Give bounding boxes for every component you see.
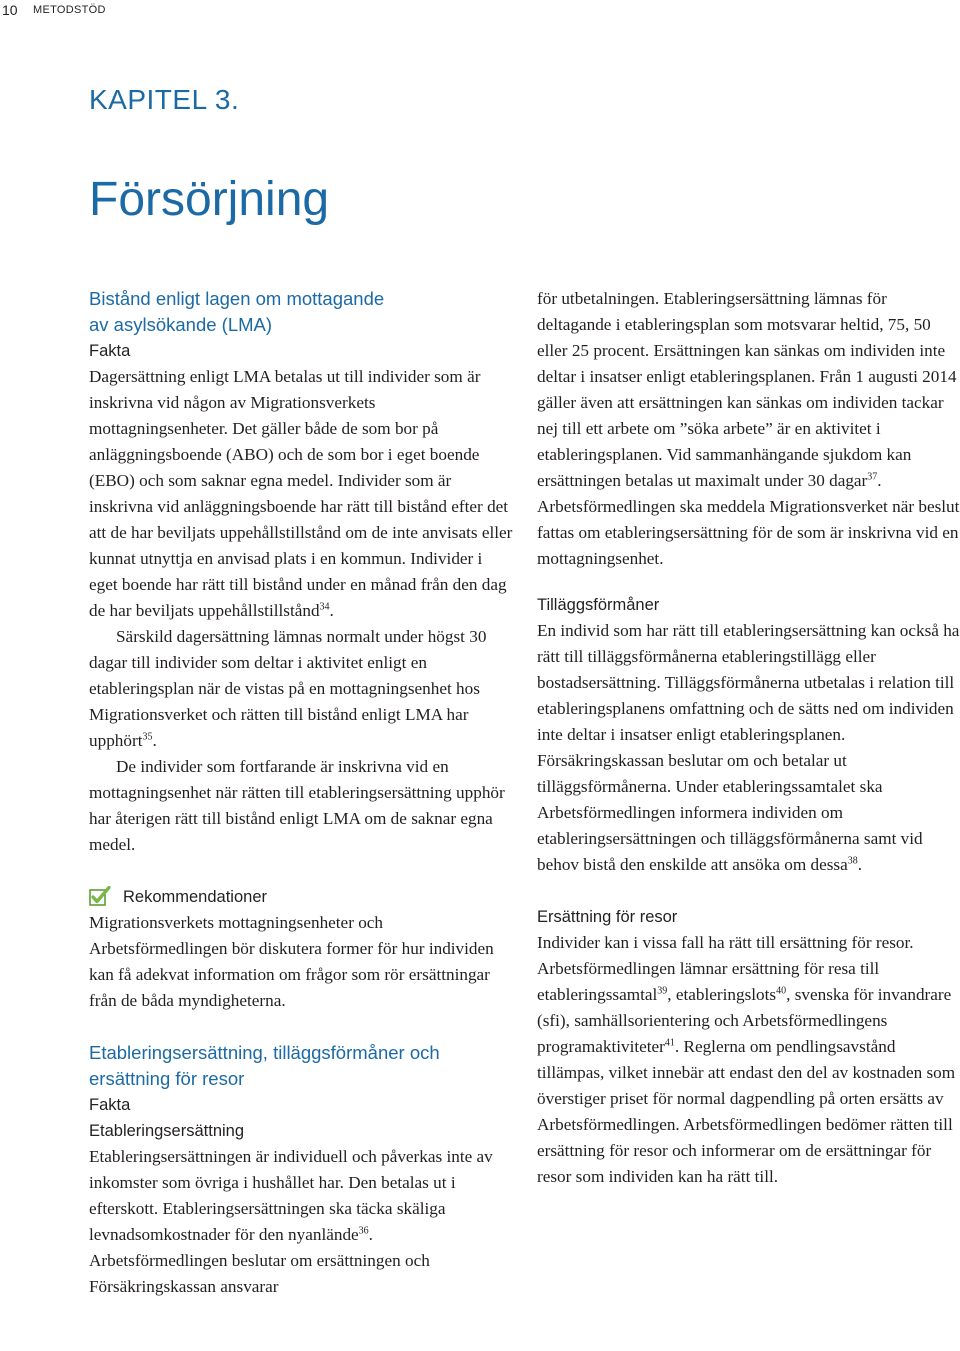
- recommendation-heading: [89, 884, 514, 910]
- checkbox-icon: [89, 886, 111, 906]
- paragraph: [537, 618, 960, 878]
- paragraph-text: Etableringsersättningen är individuell och påverkas inte av inkomster som övriga i hushållet har. Den betalas ut i efterskott. Etableringsersättningen ska täcka skäliga levnadsomkostnader för den nyanlände: [89, 1147, 493, 1244]
- footnote-ref: 40: [776, 985, 787, 997]
- paragraph-text: En individ som har rätt till etableringsersättning kan också ha rätt till tilläggsförmånerna etableringstillägg eller bostadsersättning. Tilläggsförmånerna utbetalas i relation till etableringsplanens omfattning och de sätts ned om individen inte deltar i insatser enligt etableringsplanen. Försäkringskassan beslutar om och betalar ut tilläggsförmånerna. Under etableringssamtalet ska Arbetsförmedlingen informera individen om etableringsersättningen och tilläggsförmånerna samt vid behov bistå den enskilde att ansöka om dessa: [537, 621, 960, 874]
- recommendation-text: Migrationsverkets mottagningsenheter och Arbetsförmedlingen bör diskutera former för hur individen kan få adekvat information om frågor som rör ersättningar från de båda myndigheterna.: [89, 913, 494, 1010]
- page-title: Försörjning: [89, 173, 330, 226]
- paragraph: [89, 624, 514, 754]
- subheading: Tilläggsförmåner: [537, 596, 660, 614]
- left-column: [89, 286, 514, 1300]
- right-column: [537, 286, 960, 1190]
- section-label: METODSTÖD: [33, 4, 106, 16]
- paragraph: [89, 1144, 514, 1300]
- fakta-label: Fakta: [89, 1096, 131, 1114]
- fakta-label: Fakta: [89, 342, 131, 360]
- paragraph-text: .: [857, 855, 863, 874]
- paragraph-text: . Reglerna om pendlingsavstånd tillämpas, vilket innebär att endast den del av kostnaden som överstiger priset för normal dagpendling på orten ersätts av Arbetsförmedlingen. Arbetsförmedlingen bedömer rätten till ersättning för resor och informerar om de ersättningar för resor som individen kan ha rätt till.: [537, 1037, 956, 1186]
- chapter-label: KAPITEL 3.: [89, 84, 240, 115]
- page-number: 10: [2, 2, 18, 18]
- paragraph-text: .: [152, 731, 157, 750]
- heading-line: Etableringsersättning, tilläggsförmåner och: [89, 1042, 440, 1063]
- recommendation-title: Rekommendationer: [123, 888, 267, 906]
- heading-line: ersättning för resor: [89, 1068, 245, 1089]
- footnote-ref: 35: [142, 731, 153, 743]
- paragraph-text: , svenska för invandrare (sfi), samhällsorientering och Arbetsförmedlingens programaktiviteter: [537, 985, 952, 1056]
- paragraph: [537, 286, 960, 572]
- paragraph-text: . Arbetsförmedlingen beslutar om ersättningen och Försäkringskassan ansvarar: [89, 1225, 430, 1296]
- subheading: Ersättning för resor: [537, 908, 678, 926]
- paragraph-text: . Arbetsförmedlingen ska meddela Migrationsverket när beslut fattas om etableringsersättning för de som är inskrivna vid en mottagningsenhet.: [537, 471, 960, 568]
- paragraph-text: Särskild dagersättning lämnas normalt under högst 30 dagar till individer som deltar i aktivitet enligt en etableringsplan när de vistas på en mottagningsenhet hos Migrationsverket och rätten till bistånd enligt LMA har upphört: [89, 627, 487, 750]
- heading-line: av asylsökande (LMA): [89, 314, 273, 335]
- footnote-ref: 37: [867, 471, 878, 483]
- section-heading-etablering: [89, 1040, 514, 1092]
- paragraph: [89, 364, 514, 624]
- paragraph-text: .: [329, 601, 334, 620]
- subheading: Etableringsersättning: [89, 1122, 245, 1140]
- paragraph-text: Individer kan i vissa fall ha rätt till ersättning för resor. Arbetsförmedlingen lämnar ersättning för resa till etableringssamtal: [537, 933, 914, 1004]
- paragraph: De individer som fortfarande är inskrivna vid en mottagningsenhet när rätten till etableringsersättning upphör har återigen rätt till bistånd enligt LMA om de saknar egna medel.: [89, 757, 505, 854]
- paragraph-text: för utbetalningen. Etableringsersättning lämnas för deltagande i etableringsplan som motsvarar heltid, 75, 50 eller 25 procent. Ersättningen kan sänkas om individen inte deltar i insatser enligt etableringsplanen. Från 1 augusti 2014 gäller även att ersättningen kan sänkas om individen tackar nej till ett arbete om ”söka arbete” är en aktivitet i etableringsplanen. Vid sammanhängande sjukdom kan ersättningen betalas ut maximalt under 30 dagar: [537, 289, 957, 490]
- footnote-ref: 36: [358, 1225, 369, 1237]
- heading-line: Bistånd enligt lagen om mottagande: [89, 288, 385, 309]
- section-heading-lma: [89, 286, 514, 338]
- paragraph-text: Dagersättning enligt LMA betalas ut till individer som är inskrivna vid någon av Migrationsverkets mottagningsenheter. Det gäller både de som bor på anläggningsboende (ABO) och de som bor i eget boende (EBO) och som saknar egna medel. Individer som är inskrivna vid anläggningsboende har rätt till bistånd efter det att de har beviljats uppehållstillstånd om de inte anvisats eller kunnat utnyttja en anvisad plats i en kommun. Individer i eget boende har rätt till bistånd under en månad från den dag de har beviljats uppehållstillstånd: [89, 367, 513, 620]
- footnote-ref: 41: [664, 1037, 675, 1049]
- footnote-ref: 34: [319, 601, 330, 613]
- paragraph: [537, 930, 960, 1190]
- footnote-ref: 39: [657, 985, 668, 997]
- footnote-ref: 38: [847, 855, 858, 867]
- paragraph-text: , etableringslots: [667, 985, 777, 1004]
